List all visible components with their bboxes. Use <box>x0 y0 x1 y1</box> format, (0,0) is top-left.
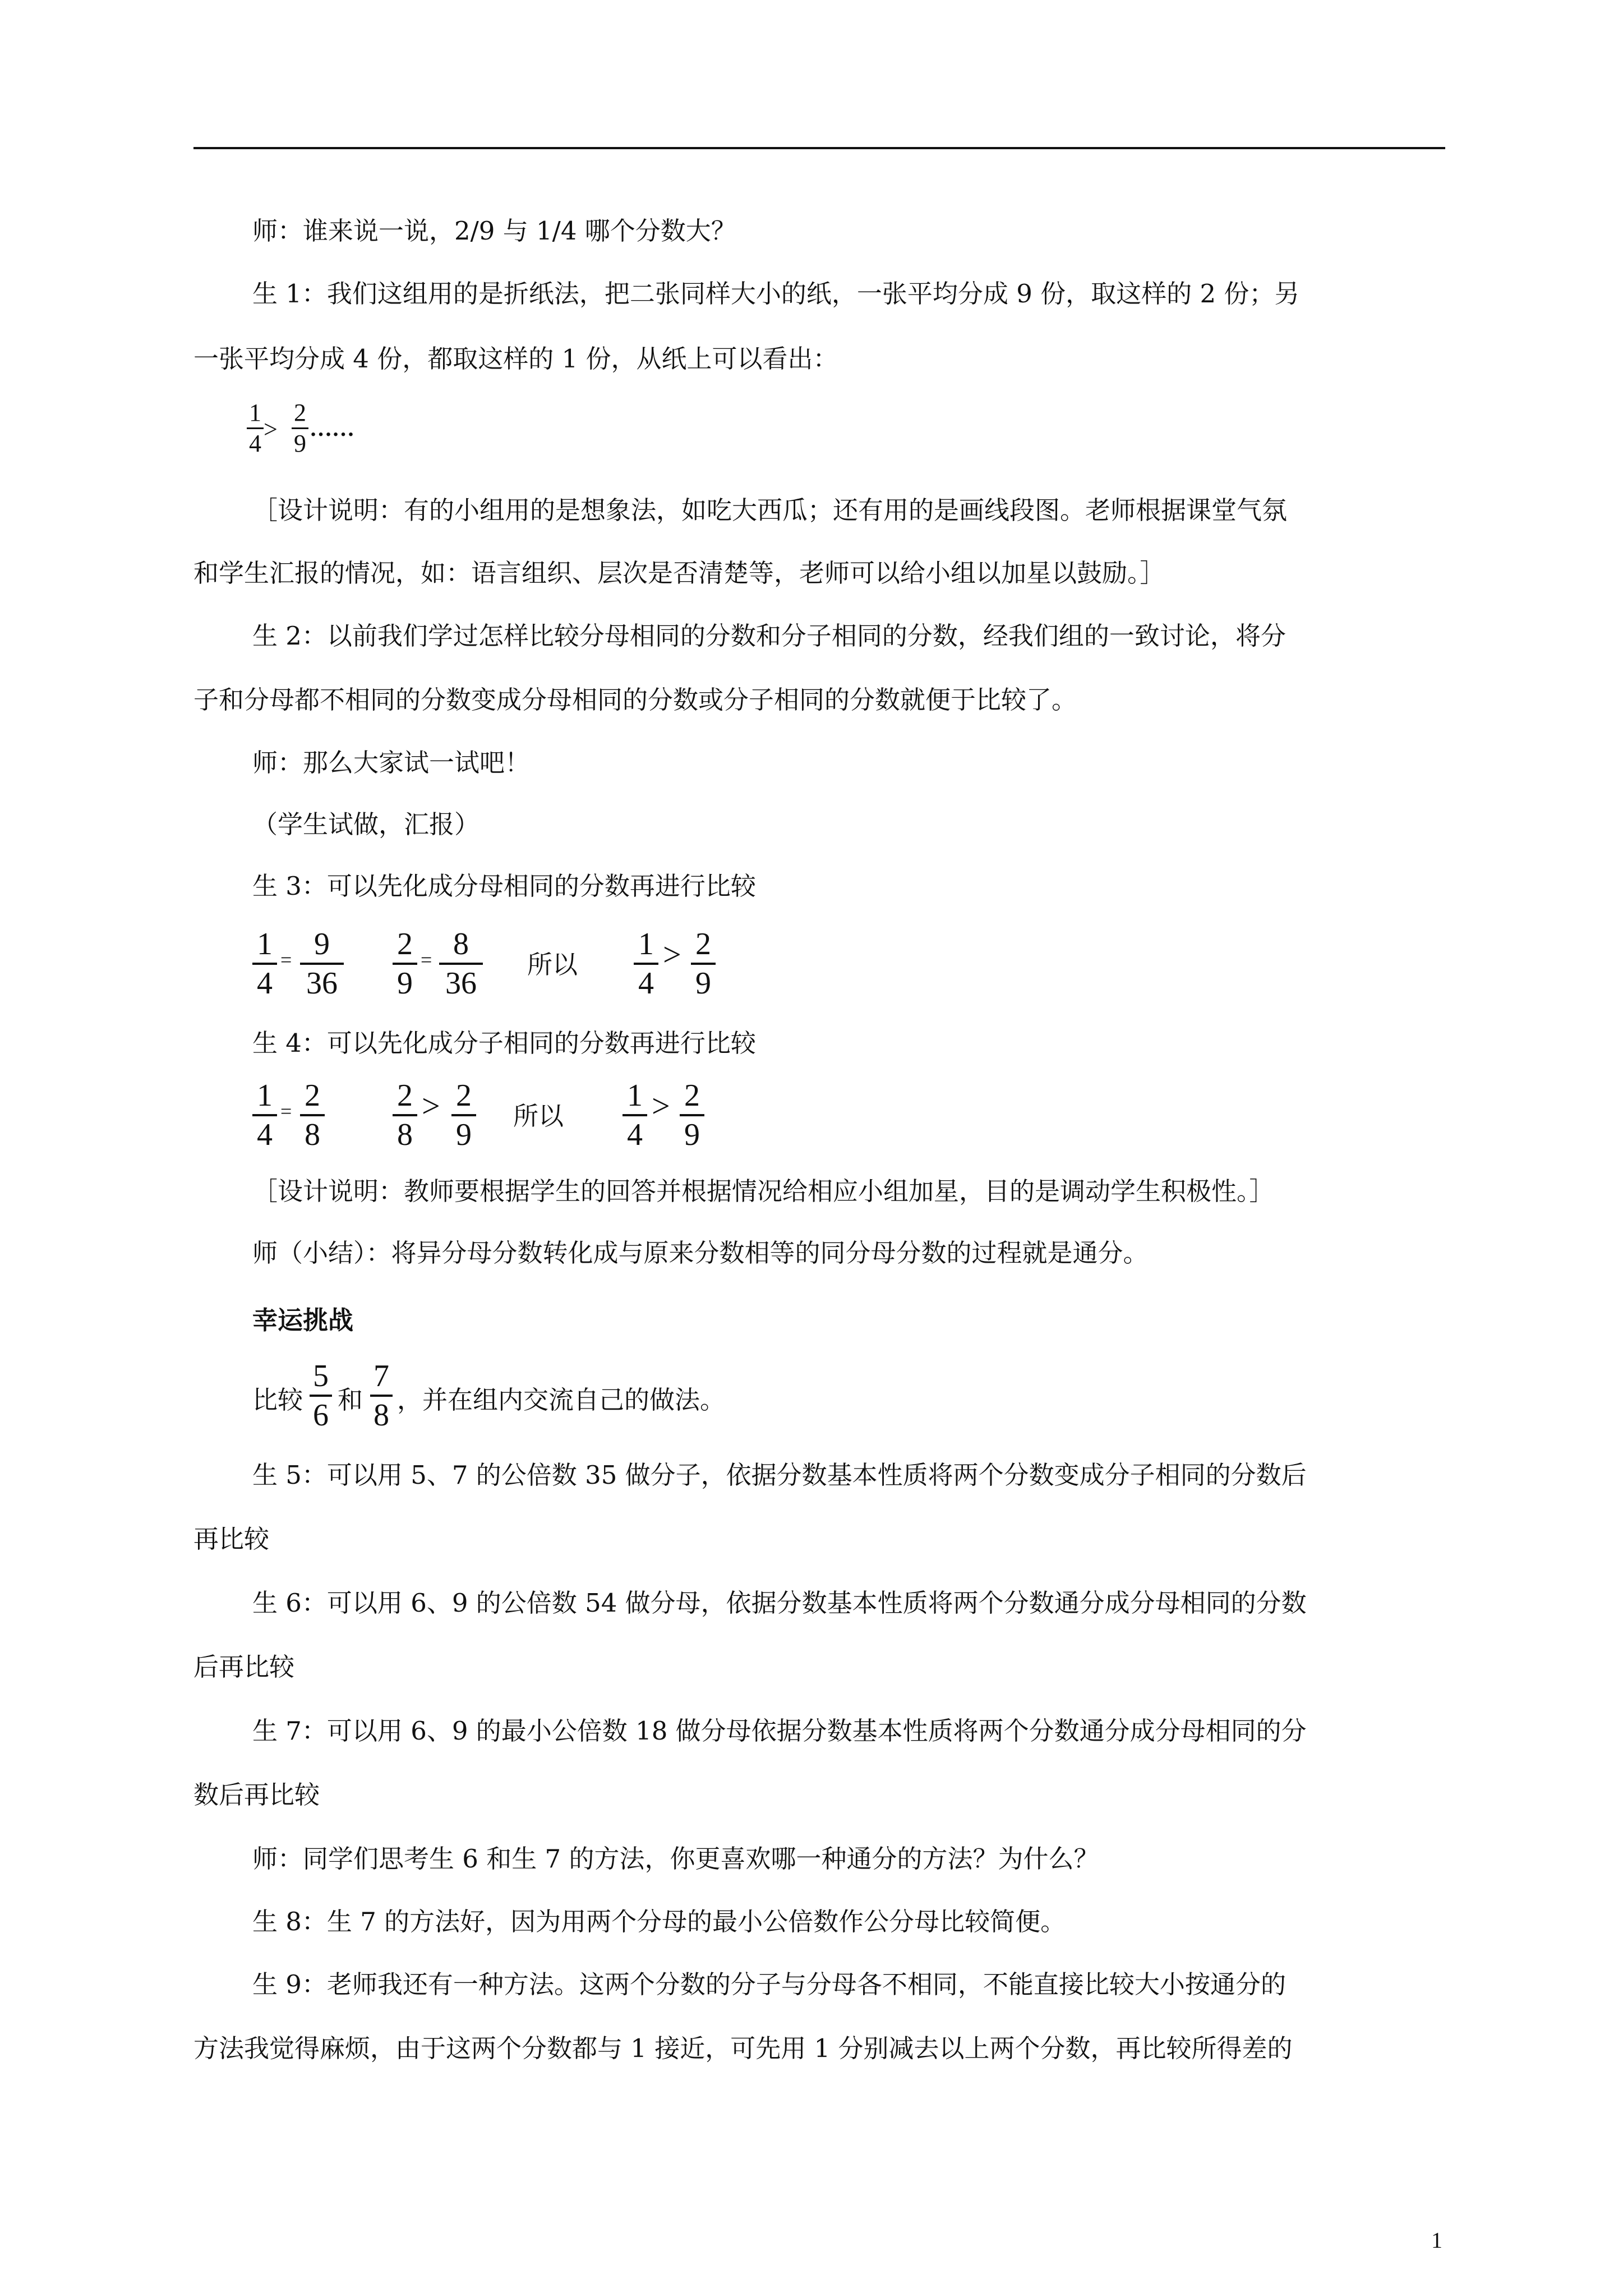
and-word: 和 <box>338 1385 363 1415</box>
paragraph-student5: 生 5：可以用 5、7 的公倍数 35 做分子，依据分数基本性质将两个分数变成分子相同的分数后 <box>252 1460 1307 1490</box>
greater-than-symbol: > <box>663 936 681 973</box>
fraction: 1 4 <box>252 926 277 1002</box>
paragraph-student4: 生 4：可以先化成分子相同的分数再进行比较 <box>252 1028 756 1058</box>
fraction: 2 8 <box>393 1077 417 1153</box>
section-heading: 幸运挑战 <box>252 1305 354 1335</box>
fraction: 1 4 <box>634 926 658 1002</box>
greater-than-symbol: > <box>422 1088 440 1124</box>
paragraph-teacher-try: 师：那么大家试一试吧！ <box>252 748 531 777</box>
greater-than-symbol: > <box>652 1088 670 1124</box>
paragraph-student-report: （学生试做，汇报） <box>252 809 480 839</box>
compare-word: 比较 <box>252 1385 303 1415</box>
paragraph-student7-cont: 数后再比较 <box>193 1780 320 1810</box>
fraction: 9 36 <box>300 926 344 1002</box>
design-note-2: ［设计说明：教师要根据学生的回答并根据情况给相应小组加星，目的是调动学生积极性。］ <box>252 1176 1275 1206</box>
fraction: 1 4 <box>252 1077 277 1153</box>
fraction: 2 9 <box>393 926 417 1002</box>
fraction: 8 36 <box>439 926 483 1002</box>
paragraph-student9: 生 9：老师我还有一种方法。这两个分数的分子与分母各不相同，不能直接比较大小按通分的 <box>252 1970 1286 1999</box>
fraction: 2 8 <box>300 1077 325 1153</box>
paragraph-student6: 生 6：可以用 6、9 的公倍数 54 做分母，依据分数基本性质将两个分数通分成分母相同的分数 <box>252 1588 1307 1618</box>
fraction: 1 4 <box>247 398 264 458</box>
paragraph-student2-cont: 子和分母都不相同的分数变成分母相同的分数或分子相同的分数就便于比较了。 <box>193 685 1077 715</box>
paragraph-student7: 生 7：可以用 6、9 的最小公倍数 18 做分母依据分数基本性质将两个分数通分成分母相同的分 <box>252 1716 1307 1746</box>
header-rule <box>193 147 1445 149</box>
paragraph-student1-cont: 一张平均分成 4 份，都取这样的 1 份，从纸上可以看出： <box>193 344 838 374</box>
equals-symbol: = <box>421 949 432 971</box>
equals-symbol: = <box>280 949 292 971</box>
paragraph-teacher-summary: 师（小结）：将异分母分数转化成与原来分数相等的同分母分数的过程就是通分。 <box>252 1238 1149 1268</box>
fraction: 5 6 <box>310 1358 332 1434</box>
paragraph-teacher-think: 师：同学们思考生 6 和生 7 的方法，你更喜欢哪一种通分的方法？为什么？ <box>252 1844 1099 1874</box>
paragraph-student2: 生 2：以前我们学过怎样比较分母相同的分数和分子相同的分数，经我们组的一致讨论，将分 <box>252 621 1286 651</box>
fraction: 2 9 <box>691 926 716 1002</box>
paragraph-student3: 生 3：可以先化成分母相同的分数再进行比较 <box>252 871 756 901</box>
paragraph-student5-cont: 再比较 <box>193 1524 270 1554</box>
paragraph-student1: 生 1：我们这组用的是折纸法，把二张同样大小的纸，一张平均分成 9 份，取这样的 2 份；另 <box>252 279 1300 309</box>
fraction: 1 4 <box>623 1077 647 1153</box>
fraction: 2 9 <box>451 1077 476 1153</box>
therefore-word: 所以 <box>513 1101 564 1131</box>
paragraph-teacher-question: 师：谁来说一说，2/9 与 1/4 哪个分数大？ <box>252 216 736 246</box>
paragraph-student6-cont: 后再比较 <box>193 1652 295 1682</box>
fraction: 2 9 <box>680 1077 704 1153</box>
therefore-word: 所以 <box>527 950 578 979</box>
paragraph-student8: 生 8：生 7 的方法好，因为用两个分母的最小公倍数作公分母比较简便。 <box>252 1907 1066 1936</box>
equals-symbol: = <box>280 1100 292 1122</box>
paragraph-student9-cont: 方法我觉得麻烦，由于这两个分数都与 1 接近，可先用 1 分别减去以上两个分数，再比较所得差的 <box>193 2033 1293 2063</box>
fraction: 2 9 <box>292 398 308 458</box>
greater-than-symbol: > <box>264 416 278 443</box>
ellipsis: …… <box>310 416 354 441</box>
design-note-1-cont: 和学生汇报的情况，如：语言组织、层次是否清楚等，老师可以给小组以加星以鼓励。］ <box>193 558 1165 588</box>
design-note-1: ［设计说明：有的小组用的是想象法，如吃大西瓜；还有用的是画线段图。老师根据课堂气氛 <box>252 495 1288 525</box>
fraction: 7 8 <box>370 1358 393 1434</box>
page-number: 1 <box>1431 2228 1442 2253</box>
challenge-instruction: ，并在组内交流自己的做法。 <box>397 1385 726 1415</box>
